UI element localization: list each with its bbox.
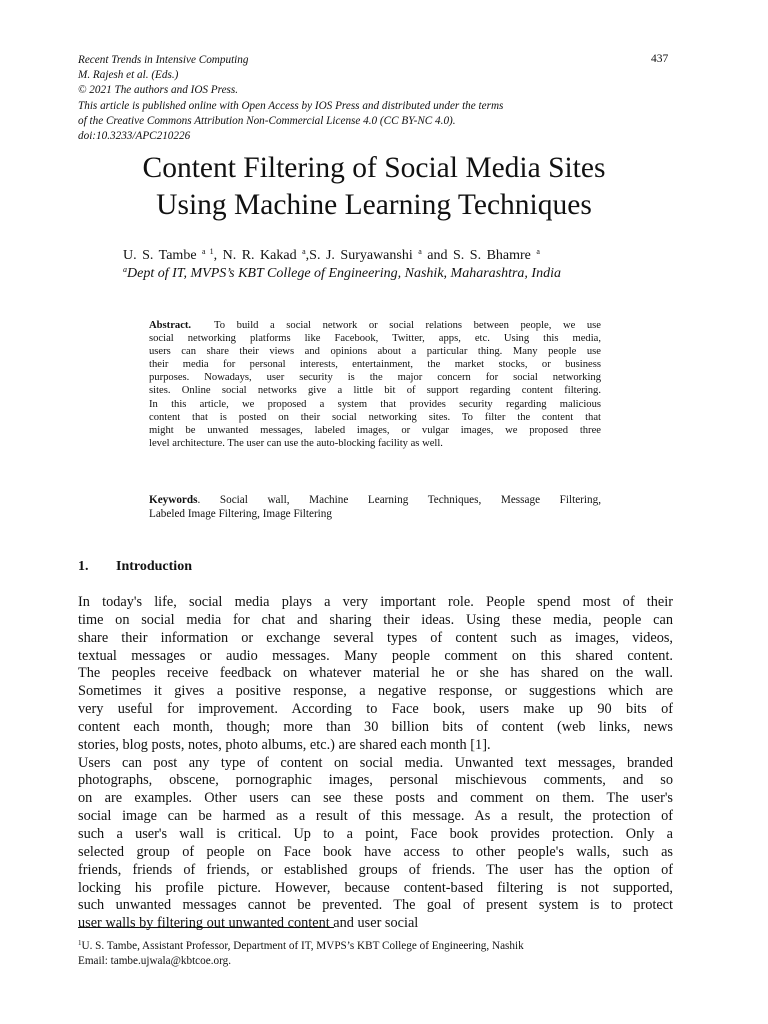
abstract — [149, 319, 601, 450]
footnote-email: Email: tambe.ujwala@kbtcoe.org. — [78, 954, 232, 967]
author-name: , N. R. Kakad — [213, 248, 297, 263]
footnote-divider — [78, 927, 334, 928]
abstract-first-line: To build a social network or social relations between people, we use — [214, 320, 601, 331]
keywords-first-line: . Social wall, Machine Learning Techniques, Message Filtering, — [197, 494, 601, 506]
header-line: This article is published online with Open Access by IOS Press and distributed under the terms — [78, 99, 504, 112]
section-number: 1. — [78, 559, 89, 574]
abstract-line: purposes. Nowadays, user security is the major concern for social networking — [149, 372, 601, 384]
body-line: In today's life, social media plays a very important role. People spend most of their — [78, 594, 673, 610]
body-line: social image can be harmed as a result of this message. As a result, the protection of — [78, 808, 673, 825]
abstract-line — [149, 319, 601, 332]
body-line: textual messages or audio messages. Many people comment on this shared content. — [78, 647, 673, 664]
title-line: Content Filtering of Social Media Sites — [142, 152, 606, 184]
section-title: Introduction — [116, 559, 192, 574]
author-superscript: a 1 — [202, 247, 214, 256]
affiliation-superscript: a — [123, 265, 127, 274]
author-list — [123, 247, 540, 264]
author-superscript: a — [536, 247, 540, 256]
abstract-line: In this article, we proposed a system that provides security regarding malicious — [149, 398, 601, 410]
body-line: user walls by filtering out unwanted content and user social — [78, 915, 419, 932]
header-line: of the Creative Commons Attribution Non-Commercial License 4.0 (CC BY-NC 4.0). — [78, 114, 456, 127]
body-line: selected group of people on Face book have access to other people's walls, such as — [78, 843, 673, 860]
footnote — [78, 936, 678, 968]
author-name: ,S. J. Suryawanshi — [305, 248, 413, 263]
body-line: content each month, though; more than 30 billion bits of content (web links, news — [78, 718, 673, 735]
footnote-marker: 1 — [78, 939, 82, 947]
abstract-line: sites. Online social networks give a little bit of support regarding content filtering. — [149, 385, 601, 397]
abstract-line: level architecture. The user can use the auto-blocking facility as well. — [149, 437, 443, 449]
section-heading — [78, 559, 192, 575]
body-line: locking his profile picture. However, because content-based filtering is not supported, — [78, 879, 673, 896]
body-line: time on social media for chat and sharing their ideas. Using these media, people can — [78, 611, 673, 628]
title-line: Using Machine Learning Techniques — [156, 189, 592, 221]
body-line: The peoples receive feedback on whatever material he or she has shared on the wall. — [78, 665, 673, 682]
running-header — [78, 53, 678, 144]
abstract-line: their media for personal interests, entertainment, the market stocks, or business — [149, 359, 601, 371]
abstract-line: content that is posted on their social networking sites. To filter the content that — [149, 411, 601, 423]
page-number: 437 — [651, 53, 669, 65]
keywords-label: Keywords — [149, 494, 198, 506]
body-line: on are examples. Other users can see these posts and comment on them. The user's — [78, 790, 673, 807]
body-line: Users can post any type of content on social media. Unwanted text messages, branded — [78, 754, 673, 771]
keywords — [149, 493, 601, 521]
affiliation-text: Dept of IT, MVPS’s KBT College of Engineering, Nashik, Maharashtra, India — [127, 266, 561, 281]
paper-title — [40, 150, 708, 224]
affiliation — [123, 265, 561, 282]
body-line: very useful for improvement. According to Face book, users make up 90 bits of — [78, 701, 673, 718]
abstract-line: might be unwanted messages, labeled images, or vulgar images, we proposed three — [149, 424, 601, 436]
header-line: © 2021 The authors and IOS Press. — [78, 84, 239, 97]
body-line: friends, friends of friends, or established groups of friends. The user has the option of — [78, 861, 673, 878]
body-line: stories, blog posts, notes, photo albums, etc.) are shared each month [1]. — [78, 736, 491, 753]
author-superscript: a — [302, 247, 306, 256]
author-name: U. S. Tambe — [123, 248, 197, 263]
body-line: photographs, obscene, pornographic images, personal mischievous comments, and so — [78, 772, 673, 789]
header-line: M. Rajesh et al. (Eds.) — [78, 69, 179, 82]
doi-line: doi:10.3233/APC210226 — [78, 130, 191, 143]
body-line: such unwanted messages cannot be prevented. The goal of present system is to protect — [78, 897, 673, 914]
header-line: Recent Trends in Intensive Computing — [78, 54, 249, 66]
body-line: Sometimes it gives a positive response, a negative response, or suggestions which are — [78, 683, 673, 700]
body-text — [78, 594, 673, 933]
body-line: share their information or exchange several types of content such as images, videos, — [78, 629, 673, 646]
abstract-line: users can share their views and opinions about a particular thing. Many people use — [149, 346, 601, 358]
keywords-line — [149, 493, 601, 507]
abstract-label: Abstract. — [149, 320, 192, 331]
author-superscript: a — [418, 247, 422, 256]
keywords-line: Labeled Image Filtering, Image Filtering — [149, 508, 332, 520]
body-line: such a user's wall is critical. Up to a point, Face book provides protection. Only a — [78, 825, 673, 842]
footnote-line — [78, 936, 678, 954]
footnote-text: U. S. Tambe, Assistant Professor, Department of IT, MVPS’s KBT College of Engineering, Nashik — [81, 940, 524, 952]
author-name: and S. S. Bhamre — [421, 248, 531, 263]
abstract-line: social networking platforms like Facebook, Twitter, apps, etc. Using this media, — [149, 333, 601, 345]
